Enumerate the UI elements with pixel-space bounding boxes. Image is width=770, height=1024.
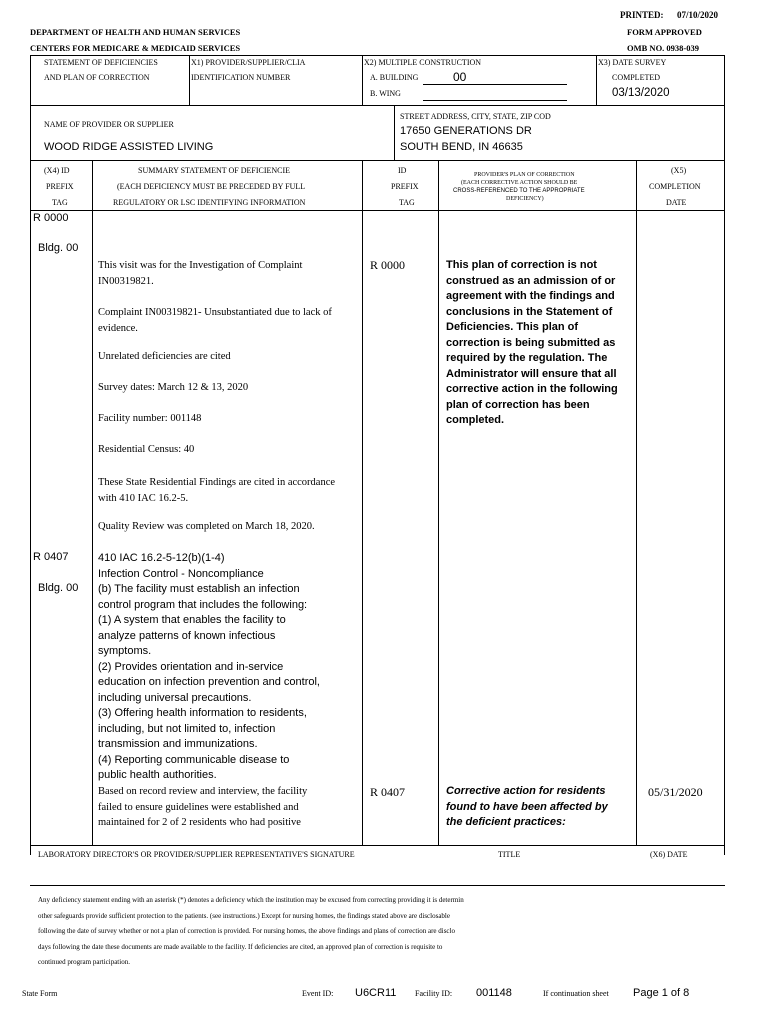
- summary-header-2: (EACH DEFICIENCY MUST BE PRECEDED BY FULL: [117, 182, 306, 191]
- date-label: (X6) DATE: [650, 850, 688, 859]
- regulation-line: (2) Provides orientation and in-service: [98, 660, 284, 673]
- x5-header-1: (X5): [671, 166, 687, 175]
- signature-label: LABORATORY DIRECTOR'S OR PROVIDER/SUPPLIER REPRESENTATIVE'S SIGNATURE: [38, 850, 355, 859]
- centers-title: CENTERS FOR MEDICARE & MEDICAID SERVICES: [30, 43, 241, 53]
- rule: [30, 210, 725, 211]
- printed-date: 07/10/2020: [677, 10, 719, 20]
- disclaimer-line: other safeguards provide sufficient protection to the patients. (see instructions.) Except for nursing homes, the findings stated above are disclosable: [38, 911, 450, 920]
- rule: [394, 105, 395, 160]
- regulation-line: 410 IAC 16.2-5-12(b)(1-4): [98, 552, 225, 564]
- rule: [30, 845, 725, 846]
- id-header-1: ID: [398, 166, 407, 175]
- id-tag: R 0407: [370, 785, 406, 799]
- x5-header-3: DATE: [666, 198, 687, 207]
- regulation-line: including, but not limited to, infection: [98, 722, 276, 735]
- finding-text: These State Residential Findings are cited in accordance with 410 IAC 16.2-5.: [98, 477, 336, 504]
- finding-text: Complaint IN00319821- Unsubstantiated due to lack of evidence.: [98, 307, 332, 334]
- plan-header-2: (EACH CORRECTIVE ACTION SHOULD BE: [461, 180, 578, 186]
- plan-header-1: PROVIDER'S PLAN OF CORRECTION: [474, 172, 575, 178]
- regulation-line: symptoms.: [98, 645, 152, 657]
- plan-line: the deficient practices:: [446, 816, 566, 828]
- rule: [423, 84, 567, 85]
- plan-header-4: DEFICIENCY): [506, 196, 544, 202]
- statement-label-1: STATEMENT OF DEFICIENCIES: [44, 58, 158, 67]
- regulation-line: education on infection prevention and control,: [98, 676, 320, 688]
- building-tag: Bldg. 00: [38, 242, 79, 254]
- x3-label: X3) DATE SURVEY: [598, 58, 667, 67]
- plan-of-correction-text: [446, 784, 608, 831]
- rule: [636, 160, 637, 845]
- rule: [30, 55, 725, 56]
- rule: [438, 160, 439, 845]
- disclaimer-line: Any deficiency statement ending with an asterisk (*) denotes a deficiency which the institution may be excused from correcting providing it is determin: [38, 896, 464, 904]
- address-label: STREET ADDRESS, CITY, STATE, ZIP COD: [400, 112, 551, 121]
- prefix-tag: R 0407: [33, 551, 69, 563]
- regulation-line: analyze patterns of known infectious: [98, 629, 276, 642]
- finding-text: Residential Census: 40: [98, 444, 195, 455]
- summary-header-1: SUMMARY STATEMENT OF DEFICIENCIE: [138, 166, 291, 175]
- rule: [362, 55, 363, 105]
- provider-name-label: NAME OF PROVIDER OR SUPPLIER: [44, 120, 174, 129]
- event-id-value: U6CR11: [355, 987, 397, 999]
- plan-line: Corrective action for residents: [446, 785, 606, 797]
- regulation-text: [98, 551, 320, 784]
- x1-label-2: IDENTIFICATION NUMBER: [191, 73, 291, 82]
- facility-id-value: 001148: [476, 987, 512, 999]
- regulation-line: (b) The facility must establish an infection: [98, 583, 300, 595]
- form-approved: FORM APPROVED: [627, 27, 702, 37]
- regulation-line: (3) Offering health information to residents,: [98, 707, 307, 719]
- x1-label-1: X1) PROVIDER/SUPPLIER/CLIA: [191, 58, 306, 67]
- completed-date: 03/13/2020: [612, 87, 670, 99]
- summary-header-3: REGULATORY OR LSC IDENTIFYING INFORMATION: [113, 198, 306, 207]
- rule: [189, 55, 190, 105]
- regulation-line: transmission and immunizations.: [98, 738, 258, 750]
- rule: [30, 105, 725, 106]
- disclaimer-line: continued program participation.: [38, 958, 130, 966]
- disclaimer-line: days following the date these documents are made available to the facility. If deficiencies are cited, an approved plan of correction is requisite to: [38, 942, 443, 951]
- finding-text: Unrelated deficiencies are cited: [98, 351, 231, 362]
- id-header-3: TAG: [399, 198, 415, 207]
- rule: [724, 55, 725, 855]
- rule: [30, 55, 31, 855]
- statement-label-2: AND PLAN OF CORRECTION: [44, 73, 150, 82]
- finding-text: [98, 784, 307, 831]
- rule: [362, 160, 363, 845]
- department-title: DEPARTMENT OF HEALTH AND HUMAN SERVICES: [30, 27, 241, 37]
- finding-line: Based on record review and interview, the facility: [98, 786, 308, 797]
- prefix-tag: R 0000: [33, 212, 69, 224]
- wing-label: B. WING: [370, 89, 401, 98]
- finding-text: Facility number: 001148: [98, 413, 202, 424]
- finding-line: maintained for 2 of 2 residents who had positive: [98, 817, 301, 828]
- rule: [423, 100, 567, 101]
- id-header-2: PREFIX: [391, 182, 419, 191]
- rule: [30, 160, 725, 161]
- regulation-line: Infection Control - Noncompliance: [98, 567, 264, 580]
- regulation-line: public health authorities.: [98, 769, 217, 781]
- continuation-label: If continuation sheet: [543, 989, 609, 998]
- disclaimer-text: [38, 893, 464, 971]
- plan-header-3: CROSS-REFERENCED TO THE APPROPRIATE: [453, 188, 585, 194]
- x4-header-3: TAG: [52, 198, 68, 207]
- plan-line: found to have been affected by: [446, 800, 608, 813]
- building-tag: Bldg. 00: [38, 582, 79, 594]
- x4-header-1: (X4) ID: [44, 166, 70, 175]
- finding-line: failed to ensure guidelines were established and: [98, 801, 299, 813]
- plan-of-correction-text: This plan of correction is not construed as an admission of or agreement with the findings and conclusions in the Statement of Deficiencies. This plan of correction is being submitted as required by the regulation. The Administrator will ensure that all corrective action in the following plan of correction has been completed.: [446, 259, 618, 426]
- x5-header-2: COMPLETION: [649, 182, 701, 191]
- page-number: Page 1 of 8: [633, 987, 690, 999]
- x2-label: X2) MULTIPLE CONSTRUCTION: [364, 58, 482, 67]
- state-form-label: State Form: [22, 989, 58, 998]
- event-id-label: Event ID:: [302, 989, 334, 998]
- rule: [596, 55, 597, 105]
- finding-text: Quality Review was completed on March 18, 2020.: [98, 521, 315, 532]
- facility-id-label: Facility ID:: [415, 989, 453, 998]
- regulation-line: (4) Reporting communicable disease to: [98, 753, 290, 766]
- regulation-line: including universal precautions.: [98, 691, 252, 704]
- omb-number: OMB NO. 0938-039: [627, 43, 700, 53]
- address-line-2: SOUTH BEND, IN 46635: [400, 141, 523, 153]
- regulation-line: control program that includes the following:: [98, 598, 308, 611]
- x4-header-2: PREFIX: [46, 182, 74, 191]
- finding-text: Survey dates: March 12 & 13, 2020: [98, 382, 249, 393]
- finding-text: This visit was for the Investigation of Complaint IN00319821.: [98, 260, 303, 287]
- id-tag: R 0000: [370, 258, 406, 272]
- building-value: 00: [453, 70, 467, 84]
- provider-name: WOOD RIDGE ASSISTED LIVING: [44, 141, 214, 153]
- rule: [30, 885, 725, 886]
- building-label: A. BUILDING: [370, 73, 419, 82]
- printed-label: PRINTED:: [620, 10, 664, 20]
- title-label: TITLE: [498, 850, 521, 859]
- rule: [92, 160, 93, 845]
- completion-date: 05/31/2020: [648, 785, 703, 799]
- completed-label: COMPLETED: [612, 73, 660, 82]
- address-line-1: 17650 GENERATIONS DR: [400, 125, 532, 137]
- disclaimer-line: following the date of survey whether or not a plan of correction is provided. For nursing homes, the above findings and plans of correction are disclo: [38, 927, 455, 935]
- regulation-line: (1) A system that enables the facility to: [98, 614, 286, 626]
